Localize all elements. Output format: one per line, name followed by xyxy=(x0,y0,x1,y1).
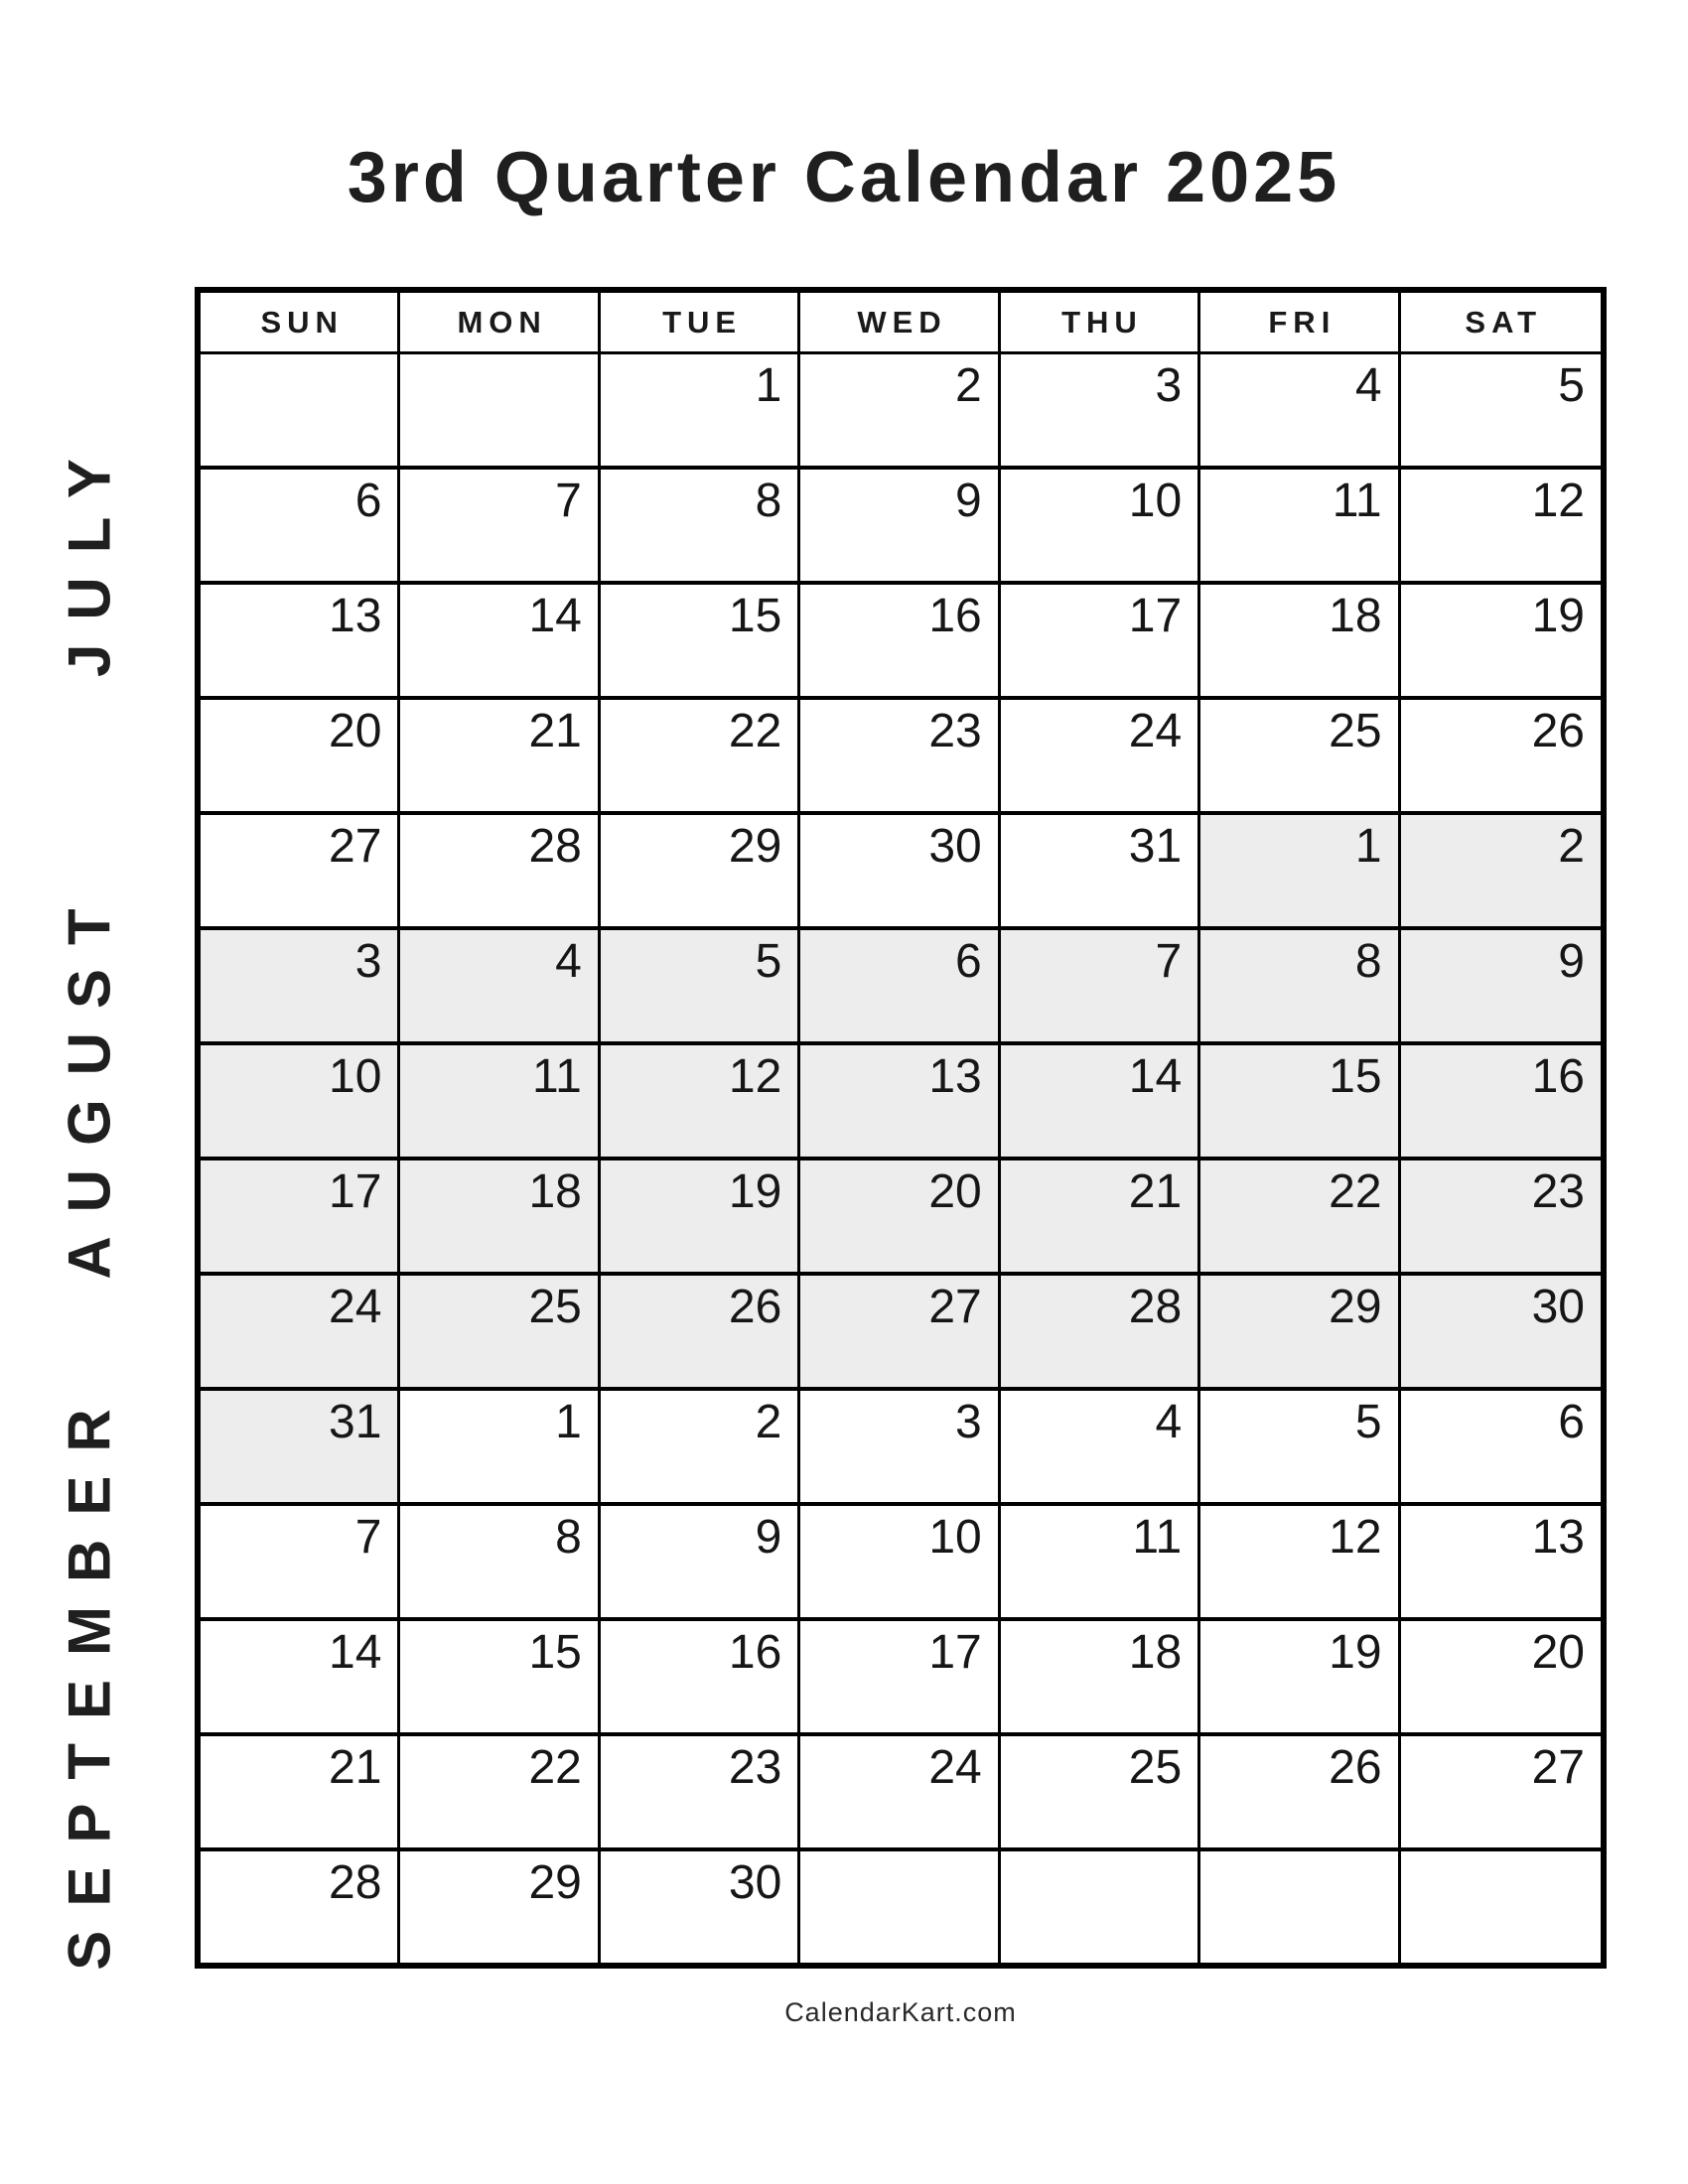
day-cell: 1 xyxy=(400,1391,600,1502)
day-cell: 25 xyxy=(1200,700,1400,811)
day-cell: 11 xyxy=(400,1045,600,1157)
day-cell: 15 xyxy=(400,1621,600,1732)
weekday-header-cell: TUE xyxy=(601,293,800,351)
day-cell: 2 xyxy=(601,1391,800,1502)
day-cell: 14 xyxy=(201,1621,400,1732)
week-row xyxy=(201,1045,1601,1160)
day-cell: 26 xyxy=(1531,705,1585,757)
day-cell: 29 xyxy=(1200,1276,1400,1387)
day-cell: 13 xyxy=(1531,1511,1585,1564)
day-cell: 22 xyxy=(601,700,800,811)
month-label-august: AUGUST xyxy=(56,885,123,1280)
day-cell: 9 xyxy=(800,470,1000,581)
day-cell: 10 xyxy=(800,1506,1000,1617)
day-cell: 23 xyxy=(800,700,1000,811)
weekday-header-cell: FRI xyxy=(1200,293,1400,351)
day-cell: 19 xyxy=(601,1160,800,1272)
day-cell: 3 xyxy=(201,930,400,1041)
day-cell: 10 xyxy=(201,1045,400,1157)
week-row xyxy=(201,1160,1601,1276)
day-cell: 16 xyxy=(601,1621,800,1732)
day-cell: 24 xyxy=(201,1276,400,1387)
day-cell: 31 xyxy=(201,1391,400,1502)
day-cell: 12 xyxy=(601,1045,800,1157)
day-cell: 4 xyxy=(400,930,600,1041)
day-cell: 14 xyxy=(400,585,600,696)
day-cell: 16 xyxy=(1401,1045,1601,1157)
day-cell: 2 xyxy=(800,354,1000,466)
day-cell: 19 xyxy=(1531,590,1585,642)
day-cell-empty xyxy=(800,1851,1000,1963)
day-cell: 27 xyxy=(800,1276,1000,1387)
day-cell: 30 xyxy=(601,1851,800,1963)
day-cell: 12 xyxy=(1531,475,1585,527)
weekday-header-cell: SUN xyxy=(201,293,400,351)
day-cell: 15 xyxy=(601,585,800,696)
day-cell: 13 xyxy=(201,585,400,696)
week-row xyxy=(201,1851,1601,1963)
day-cell: 4 xyxy=(1200,354,1400,466)
day-cell: 21 xyxy=(400,700,600,811)
day-cell: 3 xyxy=(1001,354,1200,466)
day-cell: 30 xyxy=(1401,1276,1601,1387)
day-cell: 17 xyxy=(1001,585,1200,696)
day-cell: 15 xyxy=(1200,1045,1400,1157)
day-cell: 17 xyxy=(201,1160,400,1272)
day-cell: 28 xyxy=(1001,1276,1200,1387)
week-row xyxy=(201,470,1601,585)
day-cell: 7 xyxy=(201,1506,400,1617)
calendar-table xyxy=(195,287,1607,1969)
day-cell: 6 xyxy=(800,930,1000,1041)
day-cell: 18 xyxy=(400,1160,600,1272)
day-cell: 24 xyxy=(800,1736,1000,1847)
week-row xyxy=(201,815,1601,930)
day-cell: 9 xyxy=(1401,930,1601,1041)
day-cell-empty xyxy=(1001,1851,1200,1963)
week-row xyxy=(201,354,1601,470)
day-cell: 7 xyxy=(1001,930,1200,1041)
day-cell: 28 xyxy=(400,815,600,926)
week-row xyxy=(201,930,1601,1045)
day-cell: 2 xyxy=(1401,815,1601,926)
day-cell: 17 xyxy=(800,1621,1000,1732)
day-cell-empty xyxy=(201,354,400,466)
month-label-july: JULY xyxy=(56,435,123,677)
day-cell: 7 xyxy=(400,470,600,581)
day-cell-empty xyxy=(1200,1851,1400,1963)
day-cell: 27 xyxy=(1531,1741,1585,1794)
day-cell: 26 xyxy=(601,1276,800,1387)
day-cell: 16 xyxy=(800,585,1000,696)
day-cell: 14 xyxy=(1001,1045,1200,1157)
day-cell: 23 xyxy=(1401,1160,1601,1272)
day-cell: 5 xyxy=(1200,1391,1400,1502)
weekday-header-cell: MON xyxy=(400,293,600,351)
day-cell: 9 xyxy=(601,1506,800,1617)
weekday-header-cell: WED xyxy=(800,293,1000,351)
day-cell: 27 xyxy=(201,815,400,926)
day-cell-empty xyxy=(400,354,600,466)
day-cell: 21 xyxy=(1001,1160,1200,1272)
day-cell: 4 xyxy=(1001,1391,1200,1502)
day-cell-empty xyxy=(1401,1851,1601,1963)
day-cell: 11 xyxy=(1001,1506,1200,1617)
day-cell: 19 xyxy=(1200,1621,1400,1732)
day-cell: 31 xyxy=(1001,815,1200,926)
day-cell: 22 xyxy=(1200,1160,1400,1272)
page-title: 3rd Quarter Calendar 2025 xyxy=(347,138,1341,217)
day-cell: 5 xyxy=(1558,359,1585,412)
day-cell: 8 xyxy=(400,1506,600,1617)
day-cell: 13 xyxy=(800,1045,1000,1157)
day-cell: 29 xyxy=(601,815,800,926)
day-cell: 24 xyxy=(1001,700,1200,811)
day-cell: 20 xyxy=(1531,1626,1585,1679)
day-cell: 1 xyxy=(1200,815,1400,926)
day-cell: 10 xyxy=(1001,470,1200,581)
week-row xyxy=(201,1736,1601,1851)
week-row xyxy=(201,1621,1601,1736)
day-cell: 12 xyxy=(1200,1506,1400,1617)
day-cell: 29 xyxy=(400,1851,600,1963)
month-label-september: SEPTEMBER xyxy=(56,1385,123,1971)
day-cell: 8 xyxy=(1200,930,1400,1041)
day-cell: 11 xyxy=(1200,470,1400,581)
day-cell: 18 xyxy=(1200,585,1400,696)
day-cell: 21 xyxy=(201,1736,400,1847)
weekday-header-cell: THU xyxy=(1001,293,1200,351)
day-cell: 6 xyxy=(201,470,400,581)
day-cell: 30 xyxy=(800,815,1000,926)
day-cell: 18 xyxy=(1001,1621,1200,1732)
week-row xyxy=(201,1506,1601,1621)
day-cell: 5 xyxy=(601,930,800,1041)
day-cell: 22 xyxy=(400,1736,600,1847)
weekday-header-cell: SAT xyxy=(1465,304,1543,340)
week-row xyxy=(201,700,1601,815)
calendar-grid xyxy=(201,354,1601,1963)
week-row xyxy=(201,1391,1601,1506)
day-cell: 1 xyxy=(601,354,800,466)
day-cell: 20 xyxy=(800,1160,1000,1272)
day-cell: 25 xyxy=(1001,1736,1200,1847)
weekday-header-row xyxy=(201,293,1601,354)
day-cell: 25 xyxy=(400,1276,600,1387)
day-cell: 20 xyxy=(201,700,400,811)
day-cell: 26 xyxy=(1200,1736,1400,1847)
week-row xyxy=(201,1276,1601,1391)
page-footer: CalendarKart.com xyxy=(784,1997,1017,2027)
week-row xyxy=(201,585,1601,700)
day-cell: 23 xyxy=(601,1736,800,1847)
day-cell: 28 xyxy=(201,1851,400,1963)
day-cell: 6 xyxy=(1558,1396,1585,1448)
day-cell: 3 xyxy=(800,1391,1000,1502)
day-cell: 8 xyxy=(601,470,800,581)
